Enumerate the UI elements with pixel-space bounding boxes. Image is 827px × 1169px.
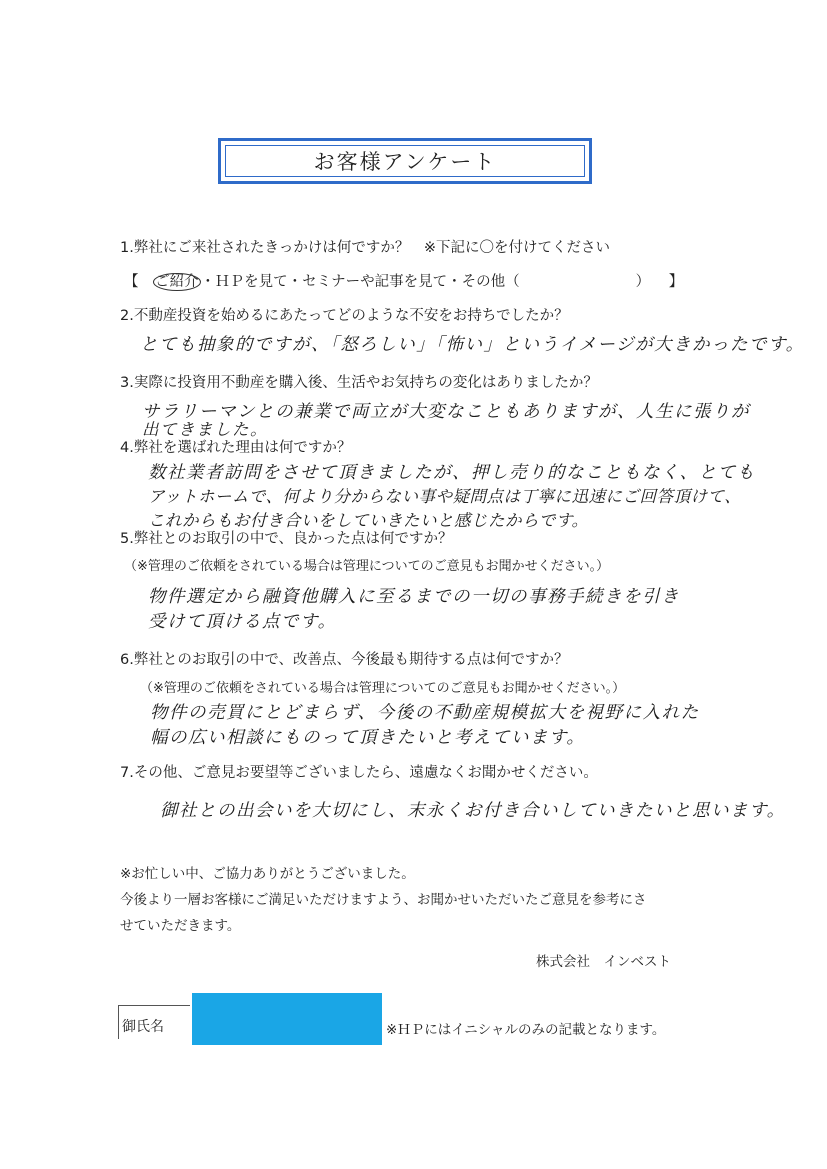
q1-close-bracket: 】 [668, 274, 684, 290]
q1-options-rest: ・ＨＰを見て・セミナーや記事を見て・その他（ ） [200, 274, 651, 290]
footer-thanks: ※お忙しい中、ご協力ありがとうございました。 [120, 866, 415, 882]
name-redaction [192, 993, 382, 1045]
q7-question: 7.その他、ご意見お要望等ございましたら、遠慮なくお聞かせください。 [120, 765, 598, 781]
q2-answer-line: とても抽象的ですが、「怒ろしい」「怖い」というイメージが大きかったです。 [140, 335, 805, 355]
q5-answer-line: 受けて頂ける点です。 [148, 612, 337, 632]
q6-question: 6.弊社とのお取引の中で、改善点、今後最も期待する点は何ですか？ [120, 652, 569, 668]
q3-answer-line: 出てきました。 [142, 420, 268, 439]
q5-answer-line: 物件選定から融資他購入に至るまでの一切の事務手続きを引き [148, 587, 680, 607]
name-label: 御氏名 [122, 1019, 164, 1035]
footer-message-line1: 今後より一層お客様にご満足いただけますよう、お聞かせいただいたご意見を参考にさ [120, 892, 647, 908]
q6-answer-line: 幅の広い相談にものって頂きたいと考えています。 [150, 728, 586, 748]
q1-circled-option: ご紹介 [155, 274, 199, 290]
q3-answer-line: サラリーマンとの兼業で両立が大変なこともありますが、人生に張りが [142, 402, 750, 422]
q6-note: （※管理のご依頼をされている場合は管理についてのご意見もお聞かせください。） [140, 681, 626, 696]
q4-answer-line: これからもお付き合いをしていきたいと感じたからです。 [148, 511, 589, 530]
q5-question: 5.弊社とのお取引の中で、良かった点は何ですか？ [120, 531, 453, 547]
q7-answer-line: 御社との出会いを大切にし、末永くお付き合いしていきたいと思います。 [160, 801, 786, 821]
q2-question: 2.不動産投資を始めるにあたってどのような不安をお持ちでしたか？ [120, 308, 569, 324]
survey-title-box [218, 138, 592, 184]
q6-answer-line: 物件の売買にとどまらず、今後の不動産規模拡大を視野に入れた [150, 703, 700, 723]
q1-question: 1.弊社にご来社されたきっかけは何ですか？ ※下記に〇を付けてください [120, 240, 610, 256]
hp-initials-note: ※ＨＰにはイニシャルのみの記載となります。 [386, 1022, 666, 1038]
q5-note: （※管理のご依頼をされている場合は管理についてのご意見もお聞かせください。） [124, 559, 610, 574]
q3-question: 3.実際に投資用不動産を購入後、生活やお気持ちの変化はありましたか？ [120, 375, 598, 391]
company-name: 株式会社 インベスト [536, 954, 671, 970]
q1-options [124, 270, 683, 291]
q4-answer-line: アットホームで、何より分からない事や疑問点は丁寧に迅速にご回答頂けて、 [148, 487, 742, 506]
q4-question: 4.弊社を選ばれた理由は何ですか？ [120, 440, 352, 456]
footer-message-line2: せていただきます。 [120, 918, 241, 934]
q1-open-bracket: 【 [124, 274, 139, 290]
q4-answer-line: 数社業者訪問をさせて頂きましたが、押し売り的なこともなく、とても [148, 463, 756, 483]
survey-title: お客様アンケート [313, 150, 497, 174]
